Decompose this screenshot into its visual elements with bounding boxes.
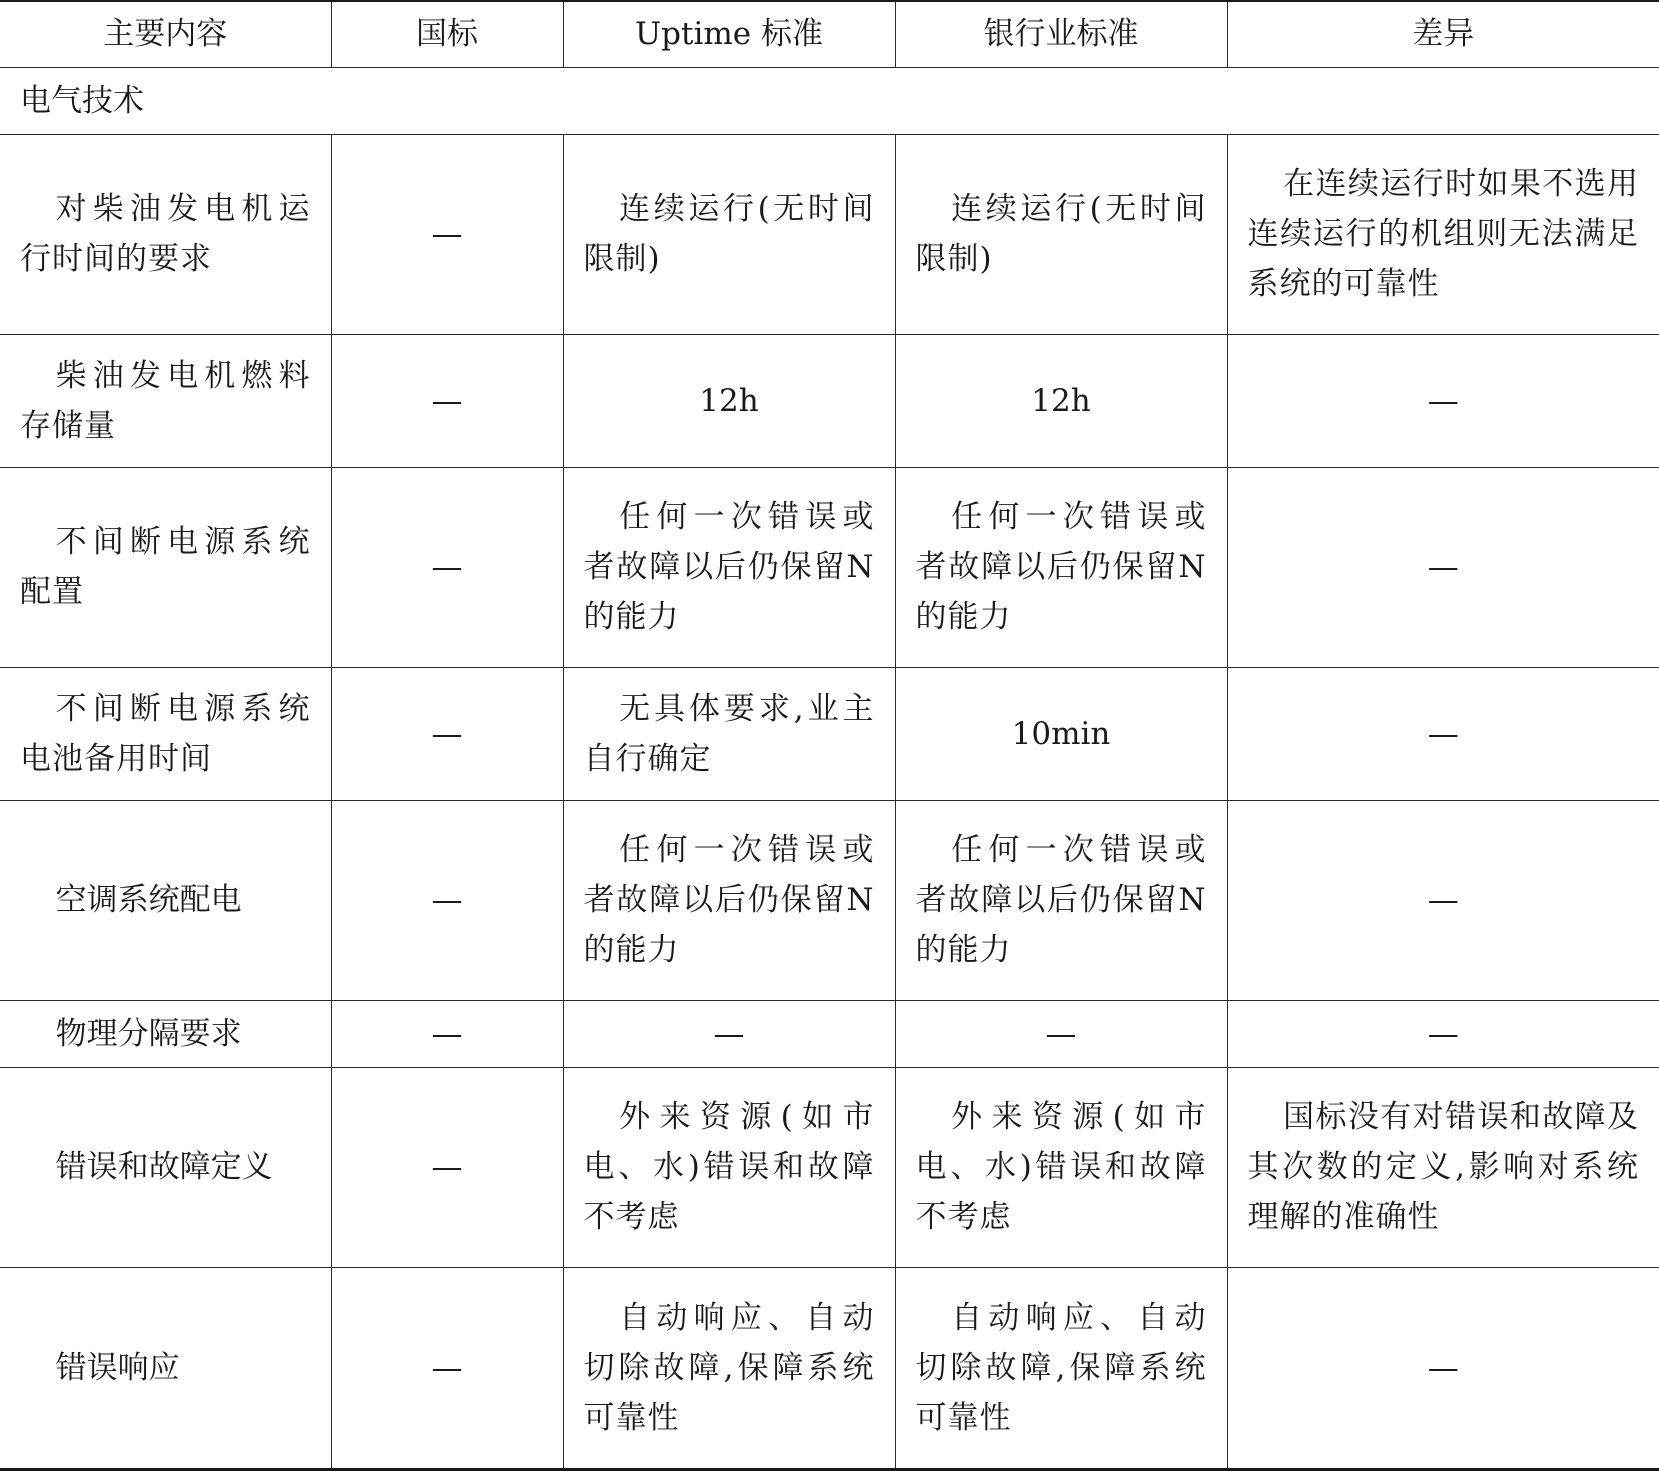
cell-uptime: 任何一次错误或者故障以后仍保留N 的能力 bbox=[563, 800, 895, 1000]
table-row bbox=[0, 667, 1659, 800]
cell-diff: — bbox=[1227, 334, 1659, 467]
header-difference: 差异 bbox=[1227, 1, 1659, 67]
cell-uptime: 自动响应、自动切除故障,保障系统可靠性 bbox=[563, 1267, 895, 1469]
cell-gb: — bbox=[331, 1000, 563, 1067]
cell-diff: — bbox=[1227, 800, 1659, 1000]
cell-item: 柴油发电机燃料存储量 bbox=[0, 334, 331, 467]
section-label: 电气技术 bbox=[0, 67, 1659, 134]
header-main-content: 主要内容 bbox=[0, 1, 331, 67]
header-uptime-standard: Uptime 标准 bbox=[563, 1, 895, 67]
cell-item: 不间断电源系统电池备用时间 bbox=[0, 667, 331, 800]
cell-diff: — bbox=[1227, 467, 1659, 667]
cell-bank: 任何一次错误或者故障以后仍保留N 的能力 bbox=[895, 800, 1227, 1000]
table-row bbox=[0, 1267, 1659, 1469]
cell-bank: 10min bbox=[895, 667, 1227, 800]
cell-uptime: — bbox=[563, 1000, 895, 1067]
cell-uptime: 任何一次错误或者故障以后仍保留N 的能力 bbox=[563, 467, 895, 667]
cell-gb: — bbox=[331, 667, 563, 800]
cell-gb: — bbox=[331, 467, 563, 667]
cell-diff: — bbox=[1227, 1267, 1659, 1469]
cell-uptime: 12h bbox=[563, 334, 895, 467]
cell-item: 空调系统配电 bbox=[0, 800, 331, 1000]
cell-gb: — bbox=[331, 1067, 563, 1267]
cell-diff: — bbox=[1227, 1000, 1659, 1067]
table-row bbox=[0, 1000, 1659, 1067]
cell-diff: — bbox=[1227, 667, 1659, 800]
cell-item: 物理分隔要求 bbox=[0, 1000, 331, 1067]
cell-bank: — bbox=[895, 1000, 1227, 1067]
cell-item: 错误响应 bbox=[0, 1267, 331, 1469]
cell-uptime: 外来资源(如市电、水)错误和故障不考虑 bbox=[563, 1067, 895, 1267]
cell-bank: 自动响应、自动切除故障,保障系统可靠性 bbox=[895, 1267, 1227, 1469]
cell-uptime: 无具体要求,业主自行确定 bbox=[563, 667, 895, 800]
cell-bank: 12h bbox=[895, 334, 1227, 467]
table-header bbox=[0, 1, 1659, 67]
cell-bank: 连续运行(无时间限制) bbox=[895, 134, 1227, 334]
cell-uptime: 连续运行(无时间限制) bbox=[563, 134, 895, 334]
cell-item: 对柴油发电机运行时间的要求 bbox=[0, 134, 331, 334]
cell-gb: — bbox=[331, 800, 563, 1000]
header-row bbox=[0, 1, 1659, 67]
table-row bbox=[0, 800, 1659, 1000]
table-body bbox=[0, 67, 1659, 1469]
cell-diff: 在连续运行时如果不选用连续运行的机组则无法满足系统的可靠性 bbox=[1227, 134, 1659, 334]
cell-item: 错误和故障定义 bbox=[0, 1067, 331, 1267]
header-national-standard: 国标 bbox=[331, 1, 563, 67]
cell-gb: — bbox=[331, 134, 563, 334]
cell-bank: 外来资源(如市电、水)错误和故障不考虑 bbox=[895, 1067, 1227, 1267]
cell-gb: — bbox=[331, 334, 563, 467]
cell-item: 不间断电源系统配置 bbox=[0, 467, 331, 667]
cell-diff: 国标没有对错误和故障及其次数的定义,影响对系统理解的准确性 bbox=[1227, 1067, 1659, 1267]
cell-gb: — bbox=[331, 1267, 563, 1469]
cell-bank: 任何一次错误或者故障以后仍保留N 的能力 bbox=[895, 467, 1227, 667]
table-row bbox=[0, 467, 1659, 667]
table-row bbox=[0, 134, 1659, 334]
header-banking-standard: 银行业标准 bbox=[895, 1, 1227, 67]
table-row bbox=[0, 334, 1659, 467]
section-row bbox=[0, 67, 1659, 134]
table-row bbox=[0, 1067, 1659, 1267]
